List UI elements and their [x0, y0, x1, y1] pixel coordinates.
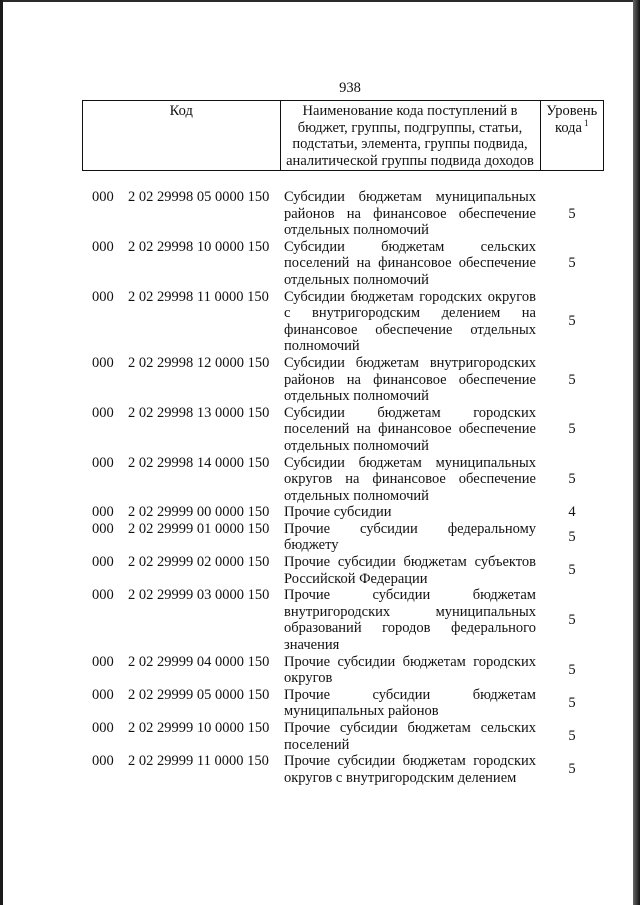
scan-edge-top	[0, 0, 640, 2]
code-level: 5	[568, 371, 576, 388]
table-row	[0, 504, 640, 521]
revenue-code: 2 02 29998 14 0000 150	[128, 454, 270, 471]
page-number: 938	[339, 80, 361, 96]
table-header	[82, 100, 604, 171]
revenue-name: Субсидии бюджетам внутригородских районов на финансовое обеспечение отдельных полномочий	[284, 354, 536, 405]
revenue-code: 2 02 29999 00 0000 150	[128, 504, 270, 521]
table-row	[0, 587, 640, 653]
revenue-code: 2 02 29999 01 0000 150	[128, 520, 270, 537]
table-row	[0, 189, 640, 239]
revenue-name: Прочие субсидии бюджетам муниципальных районов	[284, 686, 536, 720]
revenue-code: 2 02 29998 12 0000 150	[128, 354, 270, 371]
admin-code: 000	[92, 504, 114, 521]
admin-code: 000	[92, 454, 114, 471]
revenue-name: Прочие субсидии бюджетам внутригородских муниципальных образований городов федерального значения	[284, 587, 536, 654]
table-row	[0, 687, 640, 720]
revenue-name: Субсидии бюджетам муниципальных районов на финансовое обеспечение отдельных полномочий	[284, 189, 536, 239]
table-row	[0, 521, 640, 554]
table-row	[0, 455, 640, 505]
footnote-mark: 1	[583, 117, 589, 128]
revenue-code: 2 02 29998 11 0000 150	[128, 288, 269, 305]
admin-code: 000	[92, 520, 114, 537]
admin-code: 000	[92, 653, 114, 670]
header-name: Наименование кода поступлений в бюджет, группы, подгруппы, статьи, подстатьи, элемента, группы подвида, аналитической группы подвида доходов	[280, 101, 540, 170]
revenue-name: Субсидии бюджетам сельских поселений на финансовое обеспечение отдельных полномочий	[284, 238, 536, 288]
code-level: 5	[568, 562, 576, 579]
revenue-code: 2 02 29999 03 0000 150	[128, 587, 270, 604]
admin-code: 000	[92, 189, 114, 205]
revenue-name: Прочие субсидии бюджетам городских округов	[284, 653, 536, 687]
code-level: 4	[568, 504, 576, 521]
admin-code: 000	[92, 753, 114, 770]
revenue-name: Субсидии бюджетам муниципальных округов на финансовое обеспечение отдельных полномочий	[284, 454, 536, 504]
code-level: 5	[568, 313, 576, 330]
revenue-name: Прочие субсидии	[284, 504, 392, 521]
admin-code: 000	[92, 720, 114, 736]
header-level-label: Уровень кода	[546, 103, 598, 136]
code-level: 5	[568, 205, 576, 222]
revenue-code: 2 02 29998 10 0000 150	[128, 238, 270, 255]
table-row	[0, 405, 640, 455]
table-row	[0, 753, 640, 786]
code-level: 5	[568, 612, 576, 629]
admin-code: 000	[92, 404, 114, 421]
revenue-name: Субсидии бюджетам городских поселений на финансовое обеспечение отдельных полномочий	[284, 404, 536, 454]
revenue-code: 2 02 29998 13 0000 150	[128, 404, 270, 421]
code-level: 5	[568, 761, 576, 778]
code-level: 5	[568, 661, 576, 678]
table-row	[0, 554, 640, 587]
revenue-name: Прочие субсидии бюджетам городских округов с внутригородским делением	[284, 753, 536, 786]
revenue-code: 2 02 29999 02 0000 150	[128, 554, 270, 571]
revenue-name: Прочие субсидии бюджетам сельских поселений	[284, 720, 536, 753]
revenue-name: Прочие субсидии бюджетам субъектов Российской Федерации	[284, 554, 536, 587]
code-level: 5	[568, 471, 576, 488]
code-level: 5	[568, 529, 576, 546]
code-level: 5	[568, 728, 576, 745]
admin-code: 000	[92, 686, 114, 703]
table-body	[0, 189, 640, 786]
revenue-name: Субсидии бюджетам городских округов с внутригородским делением на финансовое обеспечение отдельных полномочий	[284, 288, 536, 355]
admin-code: 000	[92, 288, 114, 305]
code-level: 5	[568, 695, 576, 712]
revenue-code: 2 02 29999 04 0000 150	[128, 653, 270, 670]
code-level: 5	[568, 421, 576, 438]
revenue-code: 2 02 29999 10 0000 150	[128, 720, 270, 736]
revenue-code: 2 02 29999 05 0000 150	[128, 686, 270, 703]
admin-code: 000	[92, 554, 114, 571]
table-row	[0, 355, 640, 405]
table-row	[0, 239, 640, 289]
table-row	[0, 654, 640, 687]
admin-code: 000	[92, 587, 114, 604]
revenue-code: 2 02 29999 11 0000 150	[128, 753, 269, 770]
admin-code: 000	[92, 238, 114, 255]
code-level: 5	[568, 255, 576, 272]
admin-code: 000	[92, 354, 114, 371]
header-level	[540, 101, 604, 170]
header-code: Код	[169, 103, 193, 119]
table-row	[0, 720, 640, 753]
revenue-code: 2 02 29998 05 0000 150	[128, 189, 270, 205]
table-row	[0, 289, 640, 355]
revenue-name: Прочие субсидии федеральному бюджету	[284, 520, 536, 554]
